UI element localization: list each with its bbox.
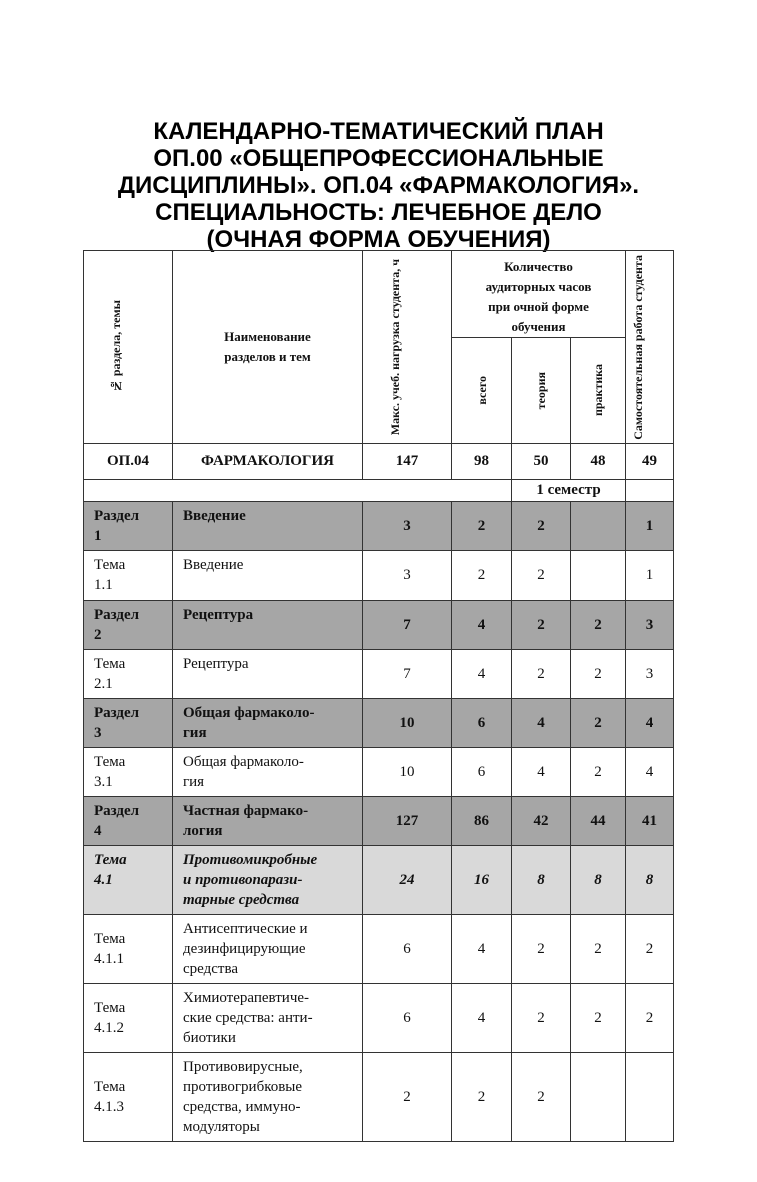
discipline-max: 147 [363,444,452,480]
row-total: 4 [452,601,512,650]
table-row [84,797,674,846]
row-max: 2 [363,1053,452,1142]
row-num: 1 [94,528,102,544]
row-self: 1 [626,551,674,601]
row-theory: 42 [512,797,571,846]
row-self: 2 [626,915,674,984]
row-self: 2 [626,984,674,1053]
header-total: всего [474,376,489,405]
row-total: 4 [452,984,512,1053]
row-total: 86 [452,797,512,846]
row-max: 7 [363,601,452,650]
semester-blank [84,480,512,502]
table-row [84,984,674,1053]
row-practice: 2 [571,915,626,984]
row-max: 3 [363,502,452,551]
row-max: 24 [363,846,452,915]
row-total: 6 [452,748,512,797]
row-practice: 2 [571,650,626,699]
header-aud-line: Количество [504,259,573,274]
header-aud-group [452,251,626,338]
row-max: 6 [363,984,452,1053]
row-num: Раздел [94,607,140,623]
row-theory: 2 [512,1053,571,1142]
row-num: Тема [94,1079,126,1095]
header-self: Самостоятельная работа студента [630,254,645,440]
row-total: 4 [452,915,512,984]
row-self: 1 [626,502,674,551]
header-aud-line: при очной форме [488,299,589,314]
row-max: 6 [363,915,452,984]
header-total-cell [452,338,512,444]
header-theory: теория [534,371,548,410]
row-max: 127 [363,797,452,846]
row-num: 4.1 [94,872,113,888]
header-practice: практика [591,364,605,417]
table-row [84,915,674,984]
table-row [84,551,674,601]
row-theory: 4 [512,699,571,748]
row-num: Раздел [94,803,140,819]
row-max: 7 [363,650,452,699]
row-title: Общая фармаколо- [183,705,315,721]
table-row [84,650,674,699]
row-title: логия [183,823,223,839]
row-title: Антисептические и [183,921,308,937]
row-num: Тема [94,754,126,770]
table-row [84,748,674,797]
semester-label: 1 семестр [512,480,626,502]
row-num: Тема [94,852,127,868]
row-title: тарные средства [183,892,300,908]
discipline-self: 49 [626,444,674,480]
header-name-line: Наименование [224,329,311,344]
semester-blank [626,480,674,502]
row-practice: 2 [571,699,626,748]
header-max-cell [363,251,452,444]
row-theory: 2 [512,650,571,699]
table-row [84,699,674,748]
row-title: биотики [183,1030,236,1046]
row-practice [571,502,626,551]
row-max: 3 [363,551,452,601]
row-num: 4.1.3 [94,1099,124,1115]
row-total: 16 [452,846,512,915]
row-total: 2 [452,1053,512,1142]
row-self: 4 [626,748,674,797]
row-theory: 2 [512,984,571,1053]
row-self [626,1053,674,1142]
row-theory: 2 [512,915,571,984]
table-row [84,601,674,650]
row-title: средства [183,961,239,977]
row-self: 8 [626,846,674,915]
row-total: 4 [452,650,512,699]
row-total: 2 [452,502,512,551]
row-practice: 2 [571,984,626,1053]
row-theory: 2 [512,601,571,650]
discipline-name: ФАРМАКОЛОГИЯ [173,444,363,480]
calendar-plan-table [83,250,674,1142]
row-title: Введение [183,508,246,524]
discipline-theory: 50 [512,444,571,480]
row-num: 3.1 [94,774,113,790]
row-self: 3 [626,650,674,699]
row-total: 2 [452,551,512,601]
row-num: Тема [94,557,126,573]
row-max: 10 [363,748,452,797]
row-theory: 8 [512,846,571,915]
page-title [0,118,757,253]
row-title: модуляторы [183,1119,260,1135]
title-line: СПЕЦИАЛЬНОСТЬ: ЛЕЧЕБНОЕ ДЕЛО [155,199,602,226]
row-total: 6 [452,699,512,748]
discipline-code: ОП.04 [84,444,173,480]
row-title: Частная фармако- [183,803,309,819]
header-aud-line: обучения [511,319,566,334]
row-title: гия [183,774,205,790]
discipline-practice: 48 [571,444,626,480]
row-title: дезинфицирующие [183,941,306,957]
header-name-cell [173,251,363,444]
row-self: 4 [626,699,674,748]
header-name-line: разделов и тем [224,349,311,364]
row-max: 10 [363,699,452,748]
title-line: КАЛЕНДАРНО-ТЕМАТИЧЕСКИЙ ПЛАН [153,118,604,145]
semester-row [84,480,674,502]
row-practice [571,551,626,601]
row-title: Введение [183,557,244,573]
title-line: (ОЧНАЯ ФОРМА ОБУЧЕНИЯ) [206,226,551,253]
row-title: и противопарази- [183,872,303,888]
row-num: Тема [94,1000,126,1016]
row-title: Рецептура [183,607,254,623]
header-num: № раздела, темы [109,300,123,394]
row-practice: 2 [571,748,626,797]
row-num: 4.1.1 [94,951,124,967]
row-num: 4.1.2 [94,1020,124,1036]
row-num: Раздел [94,705,140,721]
row-title: средства, иммуно- [183,1099,301,1115]
row-title: Химиотерапевтиче- [183,990,310,1006]
row-title: гия [183,725,207,741]
row-practice: 8 [571,846,626,915]
table-row [84,502,674,551]
header-theory-cell [512,338,571,444]
header-aud-line: аудиторных часов [485,279,592,294]
row-practice: 44 [571,797,626,846]
row-title: ские средства: анти- [183,1010,313,1026]
row-title: Рецептура [183,656,249,672]
row-theory: 2 [512,551,571,601]
discipline-row [84,444,674,480]
row-self: 41 [626,797,674,846]
row-num: 3 [94,725,102,741]
discipline-total: 98 [452,444,512,480]
row-self: 3 [626,601,674,650]
table-row [84,1053,674,1142]
row-title: Противовирусные, [183,1059,303,1075]
row-title: Общая фармаколо- [183,754,304,770]
row-num: 2 [94,627,102,643]
row-num: Тема [94,656,126,672]
row-num: Тема [94,931,126,947]
row-num: 2.1 [94,676,113,692]
row-theory: 2 [512,502,571,551]
header-max: Макс. учеб. нагрузка студента, ч [388,258,402,436]
title-line: ОП.00 «ОБЩЕПРОФЕССИОНАЛЬНЫЕ [153,145,604,172]
row-num: 1.1 [94,577,113,593]
row-practice [571,1053,626,1142]
row-title: противогрибковые [183,1079,303,1095]
header-self-cell [626,251,674,444]
row-theory: 4 [512,748,571,797]
row-title: Противомикробные [183,852,318,868]
table-row [84,846,674,915]
row-num: Раздел [94,508,140,524]
title-line: ДИСЦИПЛИНЫ». ОП.04 «ФАРМАКОЛОГИЯ». [117,172,640,199]
header-num-cell [84,251,173,444]
row-practice: 2 [571,601,626,650]
header-practice-cell [571,338,626,444]
row-num: 4 [94,823,102,839]
